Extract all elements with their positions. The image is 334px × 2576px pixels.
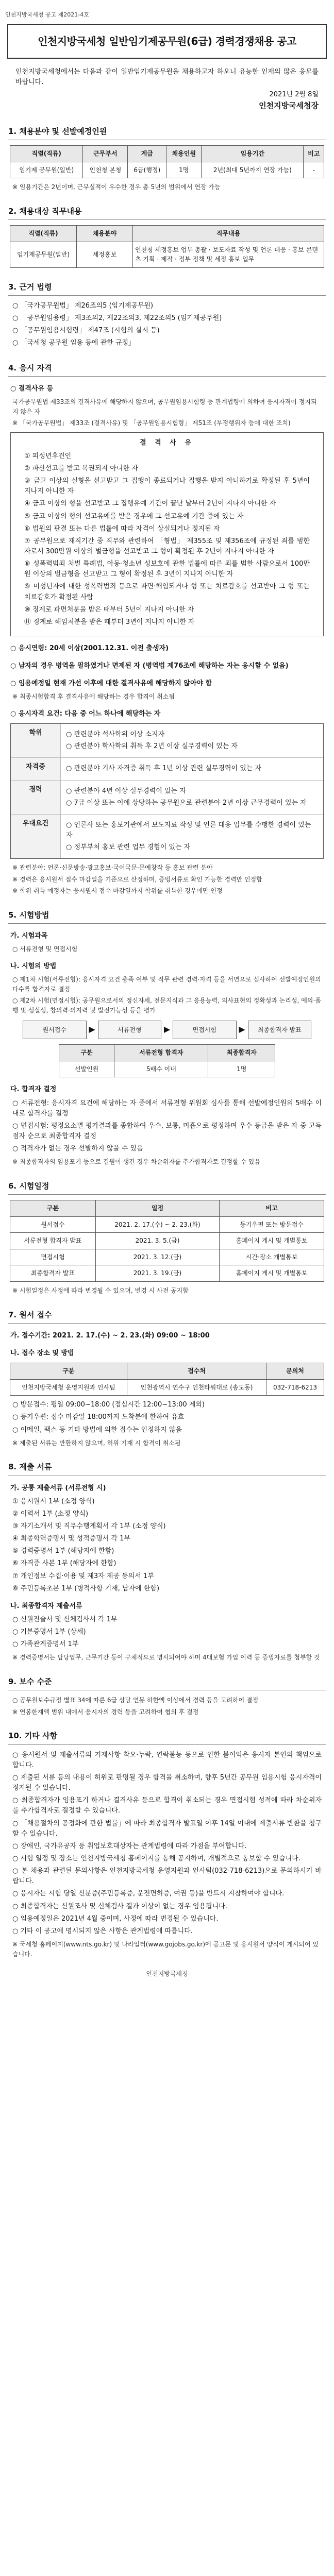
table-cell: 인천지방국세청 운영지원과 인사팀 — [10, 1379, 127, 1396]
table-cell: 홈페이지 게시 및 개별통보 — [220, 1265, 324, 1282]
exam-flow — [23, 1021, 311, 1040]
title-box — [7, 24, 327, 59]
table-header: 접수처 — [127, 1363, 266, 1380]
table-cell: 서류전형 합격자 발표 — [10, 1233, 96, 1249]
paragraph: 국가공무원법 제33조의 결격사유에 해당하지 않으며, 공무원임용시험령 등 관계법령에 의하여 응시자격이 정지되지 않은 자 — [12, 398, 317, 415]
table-cell: 인천청 본청 — [83, 162, 128, 178]
list-item: ⑧ 성폭력범죄 처벌 특례법, 아동·청소년 성보호에 관한 법률에 따른 죄를 범한 사람으로서 100만원 이상의 벌금형을 선고받고 그 형이 확정된 후 3년이 지나지 아니한 자 — [24, 560, 310, 579]
list-item: ○ 신원진술서 및 신체검사서 각 1부 — [12, 1616, 118, 1623]
sub-heading: 가. 시험과목 — [10, 932, 48, 940]
table-row — [10, 1233, 324, 1249]
intro-text: 인천지방국세청에서는 다음과 같이 일반임기제공무원을 채용하고자 하오니 유능한 인재의 많은 응모를 바랍니다. — [15, 68, 319, 87]
grid-line: ○ 관련분야 4년 이상 실무경력이 있는 자 — [66, 787, 186, 795]
section-heading-4: 4. 응시 자격 — [8, 362, 326, 377]
table-header: 서류전형 합격자 — [114, 1045, 208, 1061]
grid-body — [61, 758, 323, 779]
list-item: ○ 기타 이 공고에 명시되지 않은 사항은 관계법령에 따릅니다. — [12, 1927, 193, 1935]
table-header: 비고 — [220, 1200, 324, 1217]
list-item: ○ 본 채용과 관련된 문의사항은 인천지방국세청 운영지원과 인사팀(032-718-6213)으로 문의하시기 바랍니다. — [12, 1867, 322, 1886]
section-heading-7: 7. 원서 접수 — [8, 1309, 326, 1324]
list-item: ○ 시험 일정 및 장소는 인천지방국세청 홈페이지를 통해 공지하며, 개별적으로 통보할 수 있습니다. — [12, 1854, 300, 1862]
table-cell: 1명 — [166, 162, 202, 178]
grid-label: 우대요건 — [11, 815, 61, 858]
grid-label: 경력 — [11, 781, 61, 814]
list-item: ○ 최종합격자가 임용포기 하거나 결격사유 등으로 합격이 취소되는 경우 면접시험 성적에 따라 차순위자를 추가합격자로 결정할 수 있습니다. — [12, 1797, 322, 1815]
table-cell: 2년(최대 5년까지 연장 가능) — [202, 162, 304, 178]
page-title: 인천지방국세청 일반임기제공무원(6급) 경력경쟁채용 공고 — [38, 35, 296, 48]
list-item: ③ 자기소개서 및 직무수행계획서 각 1부 (소정 양식) — [12, 1522, 166, 1531]
paragraph-note: ※ 관련분야: 언론·신문방송·광고홍보·국어국문·문예창작 등 홍보 관련 분야 — [12, 864, 213, 872]
table-cell: 시간·장소 개별통보 — [220, 1249, 324, 1265]
grid-row — [11, 781, 323, 815]
table-cell: 2021. 3. 5.(금) — [95, 1233, 219, 1249]
list-item: ○ 장애인, 국가유공자 등 취업보호대상자는 관계법령에 따라 가점을 부여합니다. — [12, 1842, 247, 1850]
table-cell: 2021. 3. 12.(금) — [95, 1249, 219, 1265]
footer-issuer: 인천지방국세청 — [146, 1970, 188, 1978]
list-item: ⑧ 주민등록초본 1부 (병적사항 기재, 남자에 한함) — [12, 1584, 160, 1592]
selection-table — [59, 1044, 275, 1077]
list-item: ○ 「채용절차의 공정화에 관한 법률」에 따라 최종합격자 발표일 이후 14일 이내에 제출서류 반환을 청구할 수 있습니다. — [12, 1819, 322, 1838]
notice-number: 인천지방국세청 공고 제2021-4호 — [5, 11, 89, 18]
list-item: ② 파산선고를 받고 복권되지 아니한 자 — [24, 465, 138, 473]
box-title: 결 격 사 유 — [140, 438, 194, 447]
grid-body — [61, 815, 323, 858]
grid-row — [11, 724, 323, 758]
table-cell: 원서접수 — [10, 1216, 96, 1233]
list-item: ⑨ 미성년자에 대한 성폭력범죄 등으로 파면·해임되거나 형 또는 치료감호를 선고받아 그 형 또는 치료감호가 확정된 사람 — [24, 583, 310, 601]
table-cell: - — [304, 162, 324, 178]
paragraph: ○ 제1차 시험(서류전형): 응시자격 요건 충족 여부 및 직무 관련 경력·자격 등을 서면으로 심사하여 선발예정인원의 다수를 합격자로 결정 — [12, 976, 321, 993]
table-cell: 인천청 세정홍보 업무 총괄 · 보도자료 작성 및 언론 대응 · 홍보 콘텐츠 기획 · 제작 · 정부 정책 및 세정 홍보 업무 — [133, 242, 324, 267]
paragraph-note: ※ 「국가공무원법」 제33조 (결격사유) 및 「공무원임용시험령」 제51조 (부정행위자 등에 대한 조치) — [12, 419, 291, 427]
list-item: ⑥ 법원의 판결 또는 다른 법률에 따라 자격이 상실되거나 정지된 자 — [24, 524, 220, 533]
table-cell: 등기우편 또는 방문접수 — [220, 1216, 324, 1233]
flow-step: 최종합격자 발표 — [248, 1021, 312, 1040]
list-item: ② 이력서 1부 (소정 양식) — [12, 1510, 89, 1518]
sub-heading: ○ 결격사유 등 — [10, 384, 54, 393]
sub-heading: ○ 응시연령: 20세 이상(2001.12.31. 이전 출생자) — [10, 645, 169, 653]
grid-line: ○ 언론사 또는 홍보기관에서 보도자료 작성 및 언론 대응 업무를 수행한 경력이 있는 자 — [66, 821, 311, 840]
disqualification-box — [10, 432, 324, 636]
section-heading-8: 8. 제출 서류 — [8, 1461, 326, 1476]
list-item: ○ 「국세청 공무원 임용 등에 관한 규정」 — [12, 339, 135, 347]
table-row — [59, 1061, 275, 1077]
paragraph-note: ※ 경력은 응시원서 접수 마감일을 기준으로 산정하며, 증빙서류로 확인 가능한 경력만 인정함 — [12, 875, 262, 883]
table-header: 직렬(직류) — [10, 145, 83, 162]
issuer-name: 인천지방국세청장 — [259, 101, 319, 111]
list-item: ○ 응시자는 시험 당일 신분증(주민등록증, 운전면허증, 여권 등)을 반드시 지참하여야 합니다. — [12, 1890, 285, 1898]
list-item: ⑤ 금고 이상의 형의 선고유예를 받은 경우에 그 선고유예 기간 중에 있는 자 — [24, 512, 244, 520]
table-cell: 032-718-6213 — [266, 1379, 324, 1396]
paragraph-note: ※ 시험일정은 사정에 따라 변경될 수 있으며, 변경 시 사전 공지함 — [12, 1287, 189, 1295]
grid-line: ○ 관련분야 학사학위 취득 후 2년 이상 실무경력이 있는 자 — [66, 742, 238, 751]
paragraph-note: ※ 학위 취득 예정자는 응시원서 접수 마감일까지 학위를 취득한 경우에만 인정 — [12, 887, 223, 895]
arrow-right-icon: ▶ — [89, 1024, 95, 1035]
law-list — [12, 301, 322, 349]
sub-heading: 나. 시험의 방법 — [10, 962, 57, 971]
table-header: 채용분야 — [77, 226, 133, 242]
arrow-right-icon: ▶ — [239, 1024, 245, 1035]
sub-heading: 다. 합격자 결정 — [10, 1086, 57, 1094]
table-header: 구분 — [10, 1200, 96, 1217]
recruit-table — [10, 145, 324, 178]
table-row — [10, 1379, 324, 1396]
grid-row — [11, 758, 323, 780]
grid-row — [11, 815, 323, 858]
table-header: 계급 — [128, 145, 166, 162]
list-item: ③ 금고 이상의 실형을 선고받고 그 집행이 종료되거나 집행을 받지 아니하기로 확정된 후 5년이 지나지 아니한 자 — [24, 477, 310, 496]
table-row — [10, 1216, 324, 1233]
table-cell: 임기제 공무원(일반) — [10, 162, 83, 178]
table-cell: 5배수 이내 — [114, 1061, 208, 1077]
list-item: ⑦ 개인정보 수집·이용 및 제3자 제공 동의서 1부 — [12, 1572, 154, 1580]
table-row — [10, 162, 324, 178]
list-item: ○ 적격자가 없는 경우 선발하지 않을 수 있음 — [12, 1145, 143, 1153]
docs-list — [12, 1497, 322, 1594]
paragraph-note: ※ 경력증명서는 담당업무, 근무기간 등이 구체적으로 명시되어야 하며 4대보험 가입 이력 등 증빙자료를 첨부할 것 — [12, 1654, 320, 1662]
table-cell: 2021. 3. 19.(금) — [95, 1265, 219, 1282]
paragraph: ○ 서류전형 및 면접시험 — [12, 945, 78, 953]
table-header: 비고 — [304, 145, 324, 162]
list-item: ○ 「공무원임용령」 제3조의2, 제22조의3, 제22조의5 (임기제공무원) — [12, 314, 222, 323]
sub-heading: ○ 응시자격 요건: 다음 중 어느 하나에 해당하는 자 — [10, 710, 161, 718]
table-note: ※ 임용기간은 2년이며, 근무실적이 우수한 경우 총 5년의 범위에서 연장 가능 — [12, 183, 221, 191]
arrow-right-icon: ▶ — [163, 1024, 171, 1035]
table-cell: 세정홍보 — [77, 242, 133, 267]
list-item: ⑤ 경력증명서 1부 (해당자에 한함) — [12, 1547, 114, 1555]
table-cell: 6급(행정) — [128, 162, 166, 178]
list-item: ○ 기본증명서 1부 (상세) — [12, 1628, 86, 1636]
list-item: ⑪ 징계로 해임처분을 받은 때부터 3년이 지나지 아니한 자 — [24, 618, 195, 626]
list-item: ⑩ 징계로 파면처분을 받은 때부터 5년이 지나지 아니한 자 — [24, 605, 194, 614]
table-header: 근무부서 — [83, 145, 128, 162]
grid-line: ○ 7급 이상 또는 이에 상당하는 공무원으로 관련분야 2년 이상 근무경력이 있는 자 — [66, 799, 307, 807]
list-item: ○ 「국가공무원법」 제26조의5 (임기제공무원) — [12, 302, 154, 310]
table-row — [10, 1265, 324, 1282]
list-item: ○ 「공무원임용시험령」 제47조 (시험의 실시 등) — [12, 327, 160, 335]
flow-step: 원서접수 — [23, 1021, 87, 1040]
paragraph-note: ※ 제출된 서류는 반환하지 않으며, 허위 기재 시 합격이 취소됨 — [12, 1439, 181, 1447]
pass-list — [12, 1098, 322, 1155]
paragraph: ○ 제2차 시험(면접시험): 공무원으로서의 정신자세, 전문지식과 그 응용능력, 의사표현의 정확성과 논리성, 예의·품행 및 성실성, 창의력·의지력 및 발전가능성 등을 평가 — [12, 997, 321, 1014]
duty-table — [10, 225, 324, 268]
table-cell: 임기제공무원(일반) — [10, 242, 77, 267]
sub-heading: ○ 남자의 경우 병역을 필하였거나 면제된 자 (병역법 제76조에 해당하는 자는 응시할 수 없음) — [10, 662, 289, 670]
table-cell: 최종합격자 발표 — [10, 1265, 96, 1282]
list-item: ① 피성년후견인 — [24, 452, 72, 460]
table-cell: 1명 — [208, 1061, 275, 1077]
grid-label: 학위 — [11, 724, 61, 757]
grid-line: ○ 관련분야 기사 자격증 취득 후 1년 이상 관련 실무경력이 있는 자 — [66, 765, 262, 773]
section-heading-9: 9. 보수 수준 — [8, 1676, 326, 1690]
grid-body — [61, 781, 323, 814]
paragraph-note: ※ 최종합격자의 임용포기 등으로 결원이 생긴 경우 차순위자를 추가합격자로 결정할 수 있음 — [12, 1158, 260, 1166]
section-heading-3: 3. 근거 법령 — [8, 281, 326, 296]
section-heading-6: 6. 시험일정 — [8, 1180, 326, 1195]
table-header: 문의처 — [266, 1363, 324, 1380]
sub-heading: 가. 접수기간: 2021. 2. 17.(수) ~ 2. 23.(화) 09:00 ~ 18:00 — [10, 1331, 210, 1340]
list-item: ○ 응시원서 및 제출서류의 기재사항 착오·누락, 연락불능 등으로 인한 불이익은 응시자 본인의 책임으로 합니다. — [12, 1751, 322, 1769]
paragraph-note: ※ 국세청 홈페이지(www.nts.go.kr) 및 나라일터(www.gojobs.go.kr)에 공고문 및 응시원서 양식이 게시되어 있습니다. — [12, 1940, 319, 1958]
paragraph: ○ 공무원보수규정 별표 34에 따른 6급 상당 연봉 하한액 이상에서 경력 등을 고려하여 결정 — [12, 1697, 259, 1704]
table-row — [10, 1249, 324, 1265]
flow-step: 면접시험 — [173, 1021, 237, 1040]
table-row — [10, 242, 324, 267]
table-header: 최종합격자 — [208, 1045, 275, 1061]
notice-page — [5, 0, 329, 1979]
table-header: 직렬(직류) — [10, 226, 77, 242]
list-item: ④ 최종학력증명서 및 성적증명서 각 1부 — [12, 1535, 130, 1543]
list-item: ○ 임용예정일은 2021년 4월 중이며, 사정에 따라 변경될 수 있습니다. — [12, 1914, 219, 1923]
grid-line: ○ 정부부처 홍보 관련 업무 경험이 있는 자 — [66, 843, 191, 852]
section-heading-1: 1. 채용분야 및 선발예정인원 — [8, 126, 326, 140]
list-item: ○ 이메일, 팩스 등 기타 방법에 의한 접수는 인정하지 않음 — [12, 1426, 182, 1434]
table-header: 채용인원 — [166, 145, 202, 162]
list-item: ○ 서류전형: 응시자격 요건에 해당하는 자 중에서 서류전형 위원회 심사를 통해 선발예정인원의 5배수 이내로 합격자를 결정 — [12, 1099, 322, 1117]
flow-step: 서류전형 — [98, 1021, 162, 1040]
table-cell: 선발인원 — [59, 1061, 114, 1077]
table-header: 직무내용 — [133, 226, 324, 242]
final-docs-list — [12, 1615, 322, 1650]
table-header: 구분 — [59, 1045, 114, 1061]
list-item: ○ 등기우편: 접수 마감일 18:00까지 도착분에 한하여 유효 — [12, 1413, 185, 1421]
apply-table — [10, 1363, 324, 1396]
sub-heading: ○ 임용예정일 현재 가선 이후에 대한 결격사유에 해당하지 않아야 함 — [10, 680, 212, 688]
table-header: 구분 — [10, 1363, 127, 1380]
grid-body — [61, 724, 323, 757]
qualification-grid — [10, 723, 324, 859]
list-item: ○ 제출된 서류 등의 내용이 허위로 판명될 경우 합격을 취소하며, 향후 5년간 공무원 임용시험 응시자격이 정지될 수 있습니다. — [12, 1773, 322, 1792]
etc-list — [12, 1750, 322, 1937]
apply-list — [12, 1400, 322, 1435]
section-heading-5: 5. 시험방법 — [8, 909, 326, 924]
sub-heading: 나. 접수 장소 및 방법 — [10, 1349, 74, 1357]
paragraph-note: ※ 연봉한계액 범위 내에서 응시자의 경력 등을 고려하여 협의 후 결정 — [12, 1708, 199, 1716]
list-item: ○ 방문접수: 평일 09:00~18:00 (점심시간 12:00~13:00 제외) — [12, 1401, 205, 1409]
grid-line: ○ 관련분야 석사학위 이상 소지자 — [66, 731, 165, 739]
sub-heading: 나. 최종합격자 제출서류 — [10, 1602, 82, 1610]
table-header: 일정 — [95, 1200, 219, 1217]
list-item: ④ 금고 이상의 형을 선고받고 그 집행유예 기간이 끝난 날부터 2년이 지나지 아니한 자 — [24, 500, 276, 508]
table-cell: 2021. 2. 17.(수) ~ 2. 23.(화) — [95, 1216, 219, 1233]
notice-date: 2021년 2월 8일 — [269, 91, 319, 99]
disqualification-list — [24, 451, 310, 628]
list-item: ○ 최종합격자는 신원조사 및 신체검사 결과 이상이 없는 경우 임용됩니다. — [12, 1902, 227, 1910]
section-heading-2: 2. 채용대상 직무내용 — [8, 206, 326, 220]
sub-heading: 가. 공통 제출서류 (서류전형 시) — [10, 1484, 106, 1492]
schedule-table — [10, 1200, 324, 1282]
list-item: ○ 면접시험: 평정요소별 평가결과를 종합하여 우수, 보통, 미흡으로 평정하며 우수 등급을 받은 자 중 고득점자 순으로 최종합격자 결정 — [12, 1122, 322, 1140]
table-cell: 홈페이지 게시 및 개별통보 — [220, 1233, 324, 1249]
grid-label: 자격증 — [11, 758, 61, 779]
paragraph-note: ※ 최종시험합격 후 결격사유에 해당하는 경우 합격이 취소됨 — [12, 693, 175, 701]
section-heading-10: 10. 기타 사항 — [8, 1730, 326, 1744]
list-item: ○ 가족관계증명서 1부 — [12, 1640, 79, 1649]
list-item: ⑥ 자격증 사본 1부 (해당자에 한함) — [12, 1560, 116, 1568]
list-item: ⑦ 공무원으로 재직기간 중 직무와 관련하여 「형법」 제355조 및 제356조에 규정된 죄를 범한 자로서 300만원 이상의 벌금형을 선고받고 그 형이 확정된 후 2년이 지나지 아니한 자 — [24, 537, 310, 556]
table-cell: 인천광역시 연수구 인천타워대로 (송도동) — [127, 1379, 266, 1396]
list-item: ① 응시원서 1부 (소정 양식) — [12, 1497, 95, 1505]
table-cell: 면접시험 — [10, 1249, 96, 1265]
table-header: 임용기간 — [202, 145, 304, 162]
